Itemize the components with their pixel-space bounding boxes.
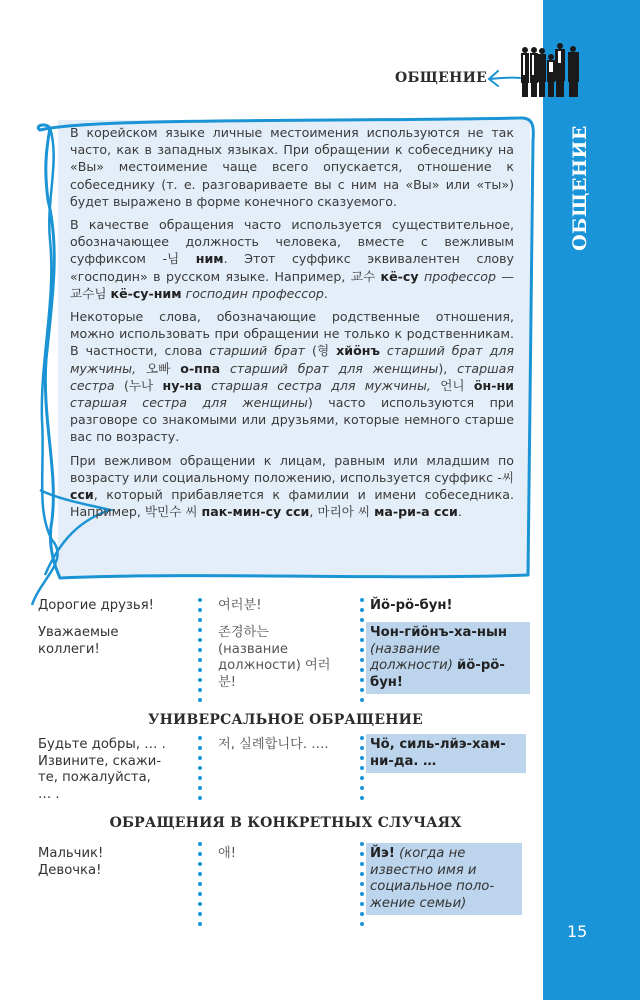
- column-separator-dots: [198, 842, 202, 932]
- note-text: [70, 124, 514, 526]
- phrase-korean: 애!: [218, 846, 237, 861]
- phrase-transcription: Чон-гйӧнъ-ха-нын (название должности) йӧ-рӧ-бун!: [366, 622, 530, 694]
- phrase-russian: Уважаемые коллеги!: [38, 625, 119, 657]
- phrase-russian: Будьте добры, … . Извините, скажите, пожалуйста, … .: [38, 737, 166, 802]
- people-group-illustration: [520, 40, 590, 100]
- phrase-transcription: Чӧ, силь-лйэ-хам-ни-да. …: [366, 734, 526, 773]
- arrow-left-icon: [486, 66, 522, 90]
- note-paragraph-2: В качестве обращения часто используется существительное, обозначающее должность человека, вместе с вежливым суффиксом -님 ним. Этот суффикс эквивалентен слову «господин» в русском языке. Например, 교수 кё-су профессор — 교수님 кё-су-ним господин профессор.: [70, 217, 514, 301]
- note-paragraph-3: Некоторые слова, обозначающие родственные отношения, можно использовать при обращении не только к родственникам. В частности, слова старший брат (형 хйӧнъ старший брат для мужчины, 오빠 о-ппа старший брат для женщины), старшая сестра (누나 ну-на старшая сестра для мужчины, 언니 ӧн-ни старшая сестра для женщины) часто используются при разговоре со знакомыми или друзьями, которые немного старше вас по возрасту.: [70, 309, 514, 445]
- column-separator-dots: [198, 598, 202, 708]
- section-header-title: ОБЩЕНИЕ: [395, 70, 488, 86]
- column-separator-dots: [198, 736, 202, 806]
- note-paragraph-1: В корейском языке личные местоимения используются не так часто, как в западных языках. При обращении к собеседнику на «Вы» местоимение чаще всего опускается, отношение к собеседнику (т. е. разговариваете вы с ним на «Вы» или «ты») будет выражено в форме конечного сказуемого.: [70, 125, 514, 209]
- side-tab-title-text: ОБЩЕНИЕ: [569, 125, 592, 251]
- section-heading: УНИВЕРСАЛЬНОЕ ОБРАЩЕНИЕ: [148, 712, 423, 728]
- side-tab-title: [560, 125, 600, 251]
- phrase-transcription: Йэ! (когда не известно имя и социальное положение семьи): [366, 843, 522, 915]
- phrase-russian: Мальчик! Девочка!: [38, 846, 104, 878]
- phrase-korean: 저, 실례합니다. ….: [218, 737, 329, 752]
- section-heading: ОБРАЩЕНИЯ В КОНКРЕТНЫХ СЛУЧАЯХ: [109, 815, 462, 831]
- phrase-korean: 존경하는 (название должности) 여러분!: [218, 625, 331, 690]
- note-paragraph-4: При вежливом обращении к лицам, равным или младшим по возрасту или социальному положению, используется суффикс -씨 сси, который прибавляется к фамилии и имени собеседника. Например, 박민수 씨 пак-мин-су сси, 마리아 씨 ма-ри-а сси.: [70, 452, 514, 520]
- column-separator-dots: [360, 598, 364, 708]
- phrase-korean: 여러분!: [218, 598, 262, 613]
- column-separator-dots: [360, 736, 364, 806]
- column-separator-dots: [360, 842, 364, 932]
- phrase-transcription: Йӧ-рӧ-бун!: [370, 598, 453, 613]
- page-number: 15: [567, 922, 588, 941]
- phrase-russian: Дорогие друзья!: [38, 598, 154, 613]
